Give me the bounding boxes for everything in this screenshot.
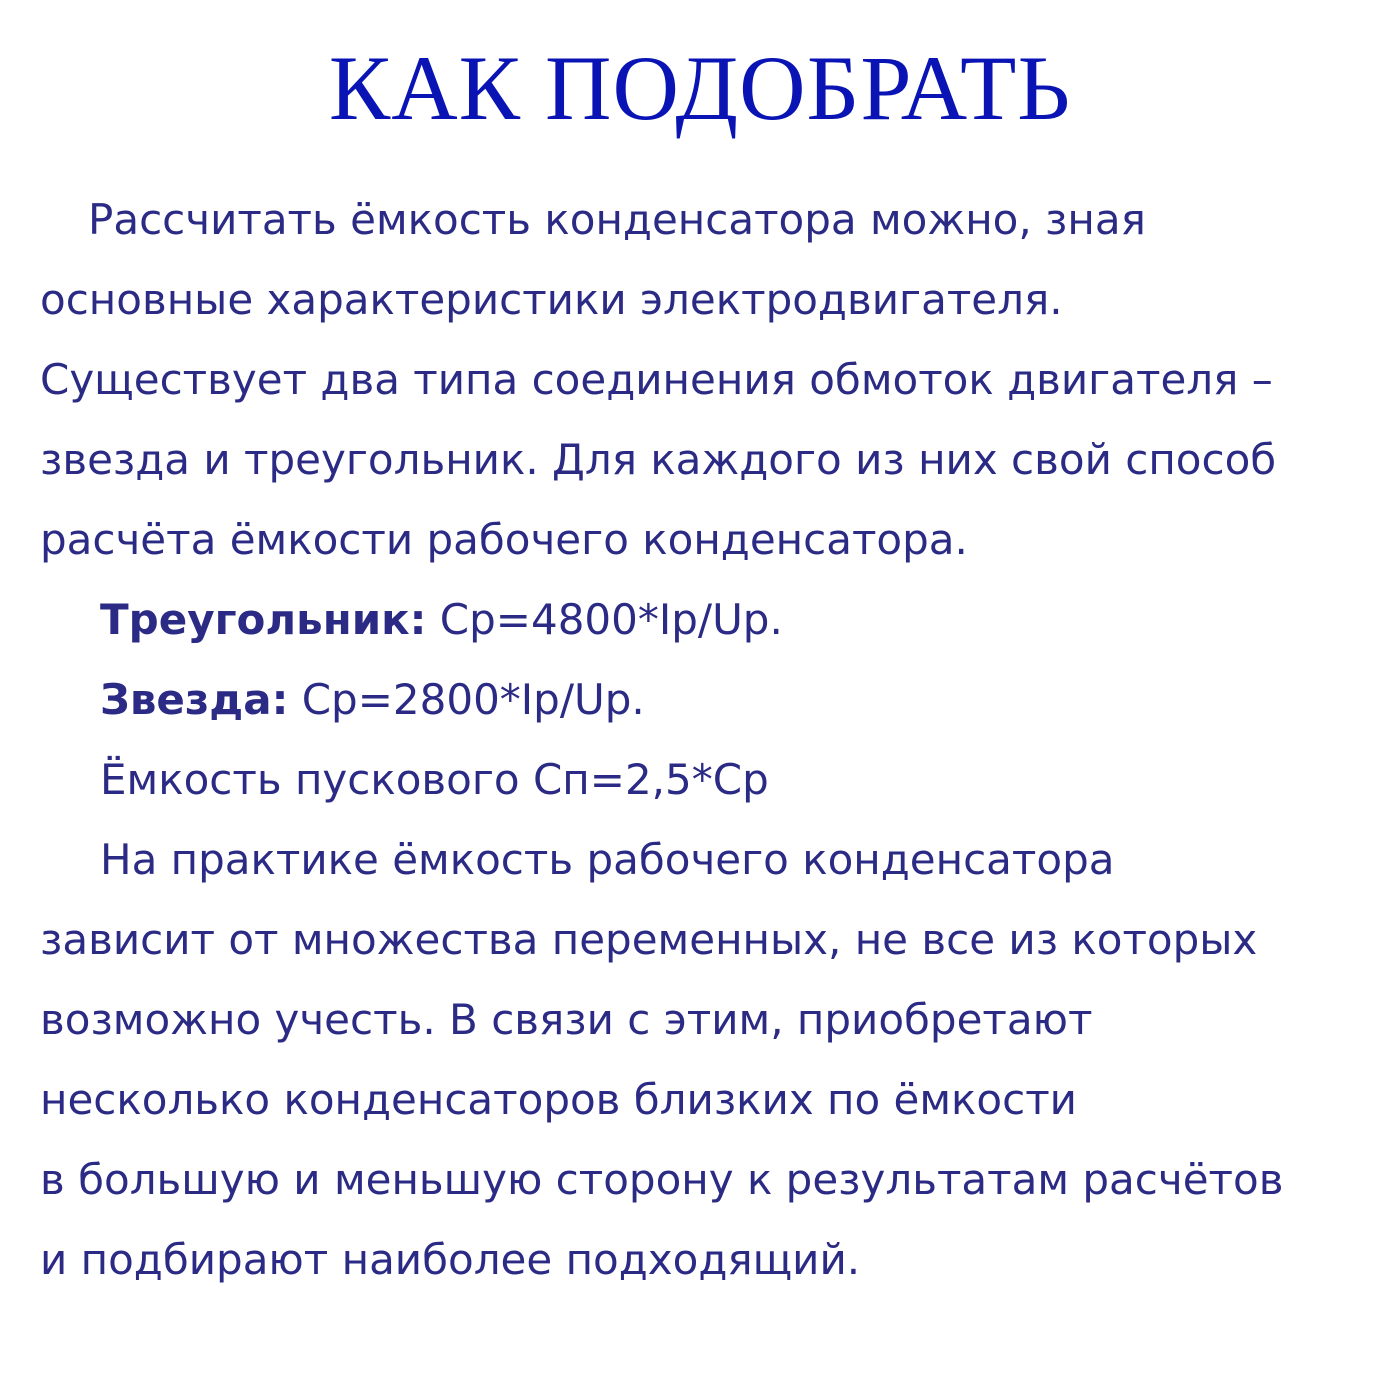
star-label: Звезда:: [100, 675, 289, 724]
triangle-label: Треугольник:: [100, 595, 427, 644]
paragraph2-line3: возможно учесть. В связи с этим, приобретают: [40, 995, 1093, 1044]
paragraph2-line4: несколько конденсаторов близких по ёмкости: [40, 1075, 1077, 1124]
star-formula-line: [100, 670, 1400, 730]
paragraph2-line2: зависит от множества переменных, не все из которых: [40, 915, 1258, 964]
triangle-formula: Ср=4800*Iр/Uр.: [426, 595, 783, 644]
paragraph2-line1: На практике ёмкость рабочего конденсатора: [100, 835, 1115, 884]
paragraph1-line4: звезда и треугольник. Для каждого из них свой способ: [40, 435, 1277, 484]
paragraph1-line5: расчёта ёмкости рабочего конденсатора.: [40, 515, 968, 564]
page-title: КАК ПОДОБРАТЬ: [328, 37, 1072, 139]
paragraph1-line2: основные характеристики электродвигателя.: [40, 275, 1063, 324]
triangle-formula-line: [100, 590, 1400, 650]
paragraph2-line6: и подбирают наиболее подходящий.: [40, 1235, 861, 1284]
paragraph1-line3: Существует два типа соединения обмоток двигателя –: [40, 355, 1273, 404]
star-formula: Ср=2800*Iр/Uр.: [288, 675, 645, 724]
paragraph2-line5: в большую и меньшую сторону к результатам расчётов: [40, 1155, 1284, 1204]
paragraph1-line1: Рассчитать ёмкость конденсатора можно, зная: [88, 195, 1146, 244]
starting-capacity-line: Ёмкость пускового Сп=2,5*Ср: [100, 755, 769, 804]
